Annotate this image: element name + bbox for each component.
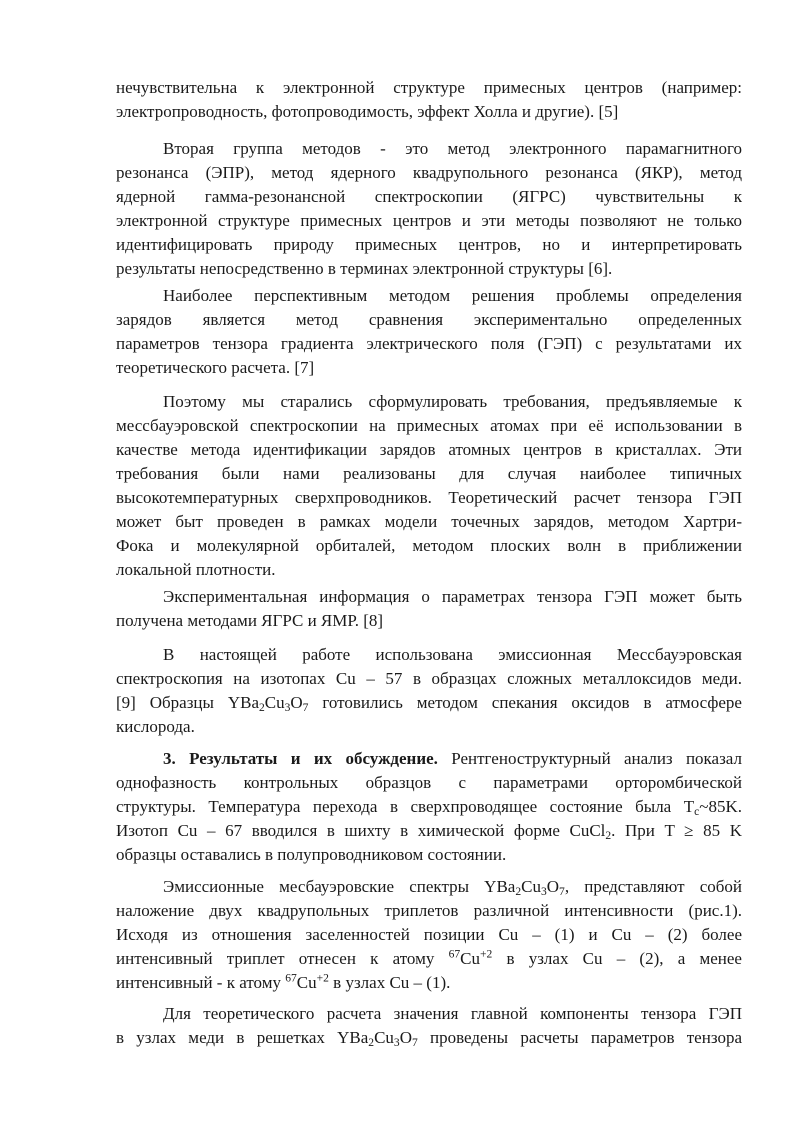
- paragraph-experimental-info: [116, 585, 742, 633]
- text-segment: Cu: [296, 973, 317, 992]
- subscript: 2: [258, 700, 265, 714]
- text-line: требования были нами реализованы для случая наиболее типичных: [116, 464, 742, 483]
- text-line: Исходя из отношения заселенностей позиции Cu – (1) и Cu – (2) более: [116, 925, 742, 944]
- text-segment: Эмиссионные месбауэровские спектры YBa: [163, 877, 516, 896]
- text-line: [116, 819, 742, 843]
- paragraph-requirements: [116, 390, 742, 582]
- text-segment: в узлах Cu – (2), а менее: [492, 949, 742, 968]
- subscript: 2: [515, 884, 522, 898]
- text-segment: Cu: [264, 693, 285, 712]
- superscript: 67: [285, 971, 297, 985]
- text-segment: проведены расчеты параметров тензора: [417, 1028, 742, 1047]
- superscript: 67: [448, 947, 461, 961]
- subscript: 2: [605, 828, 612, 842]
- text-line: Экспериментальная информация о параметрах тензора ГЭП может быть: [163, 587, 742, 606]
- text-segment: Изотоп Cu – 67 вводился в шихту в химической форме CuCl: [116, 821, 606, 840]
- text-segment: интенсивный - к атому: [116, 973, 286, 992]
- text-line: [116, 875, 742, 899]
- text-line: [116, 1026, 742, 1050]
- text-line: локальной плотности.: [116, 560, 276, 579]
- section-heading: 3. Результаты и их обсуждение.: [163, 749, 438, 768]
- text-segment: Cu: [460, 949, 480, 968]
- text-segment: интенсивный триплет отнесен к атому: [116, 949, 449, 968]
- text-line: Наиболее перспективным методом решения проблемы определения: [163, 286, 742, 305]
- paragraph-theoretical-calc: [116, 1002, 742, 1050]
- text-line: однофазность контрольных образцов с параметрами орторомбической: [116, 773, 742, 792]
- paragraph-emission-spectra: [116, 875, 742, 995]
- text-segment: [9] Образцы YBa: [116, 693, 259, 712]
- text-line: электропроводность, фотопроводимость, эффект Холла и другие). [5]: [116, 102, 619, 121]
- subscript: 3: [540, 884, 547, 898]
- text-line: получена методами ЯГРС и ЯМР. [8]: [116, 611, 384, 630]
- text-line: результаты непосредственно в терминах электронной структуры [6].: [116, 259, 613, 278]
- text-line: мессбауэровской спектроскопии на примесных атомах при её использовании в: [116, 416, 742, 435]
- paragraph-continuation: [116, 76, 742, 124]
- text-line: спектроскопия на изотопах Cu – 57 в образцах сложных металлоксидов меди.: [116, 669, 742, 688]
- text-segment: Cu: [521, 877, 541, 896]
- text-line: [116, 691, 742, 715]
- text-segment: , представляют собой: [564, 877, 742, 896]
- text-segment: . При T ≥ 85 K: [611, 821, 742, 840]
- text-line: наложение двух квадрупольных триплетов различной интенсивности (рис.1).: [116, 901, 742, 920]
- text-segment: структуры. Температура перехода в сверхпроводящее состояние была T: [116, 797, 695, 816]
- text-segment: O: [546, 877, 560, 896]
- text-segment: готовились методом спекания оксидов в атмосфере: [308, 693, 742, 712]
- superscript: +2: [479, 947, 493, 961]
- text-line: зарядов является метод сравнения экспериментально определенных: [116, 310, 742, 329]
- subscript: 3: [393, 1035, 400, 1049]
- paragraph-present-work: [116, 643, 742, 739]
- text-line: нечувствительна к электронной структуре примесных центров (например:: [116, 78, 742, 97]
- subscript: 7: [559, 884, 565, 898]
- section-heading-line: [116, 747, 742, 771]
- text-line: параметров тензора градиента электрического поля (ГЭП) с результатами их: [116, 334, 742, 353]
- subscript: 7: [411, 1035, 418, 1049]
- text-line: Поэтому мы старались сформулировать требования, предъявляемые к: [163, 392, 742, 411]
- text-line: Вторая группа методов - это метод электронного парамагнитного: [163, 139, 742, 158]
- text-line: качестве метода идентификации зарядов атомных центров в кристаллах. Эти: [116, 440, 742, 459]
- section-results-discussion: [116, 747, 742, 867]
- subscript: 2: [368, 1035, 375, 1049]
- text-line: кислорода.: [116, 717, 195, 736]
- text-line: образцы оставались в полупроводниковом состоянии.: [116, 845, 507, 864]
- text-line: резонанса (ЭПР), метод ядерного квадрупольного резонанса (ЯКР), метод: [116, 163, 742, 182]
- text-line: электронной структуре примесных центров и эти методы позволяют не только: [116, 211, 742, 230]
- text-segment: O: [399, 1028, 412, 1047]
- text-line: теоретического расчета. [7]: [116, 358, 315, 377]
- subscript: c: [694, 804, 700, 818]
- text-line: [116, 947, 742, 971]
- text-line: [116, 971, 742, 995]
- text-line: ядерной гамма-резонансной спектроскопии (ЯГРС) чувствительны к: [116, 187, 742, 206]
- subscript: 3: [284, 700, 291, 714]
- text-segment: Рентгеноструктурный анализ показал: [437, 749, 742, 768]
- paragraph-second-group-methods: [116, 137, 742, 281]
- text-line: высокотемпературных сверхпроводников. Теоретический расчет тензора ГЭП: [116, 488, 742, 507]
- text-line: [116, 795, 742, 819]
- superscript: +2: [316, 971, 329, 985]
- text-line: Для теоретического расчета значения главной компоненты тензора ГЭП: [163, 1004, 742, 1023]
- text-segment: ~85K.: [699, 797, 742, 816]
- text-segment: O: [290, 693, 303, 712]
- text-line: Фока и молекулярной орбиталей, методом плоских волн в приближении: [116, 536, 742, 555]
- paragraph-perspective-method: [116, 284, 742, 380]
- text-segment: в узлах Cu – (1).: [328, 973, 451, 992]
- text-segment: в узлах меди в решетках YBa: [116, 1028, 369, 1047]
- text-segment: Cu: [374, 1028, 394, 1047]
- text-line: может быт проведен в рамках модели точечных зарядов, методом Хартри-: [116, 512, 742, 531]
- subscript: 7: [302, 700, 309, 714]
- text-line: идентифицировать природу примесных центров, но и интерпретировать: [116, 235, 742, 254]
- text-line: В настоящей работе использована эмиссионная Мессбауэровская: [163, 645, 742, 664]
